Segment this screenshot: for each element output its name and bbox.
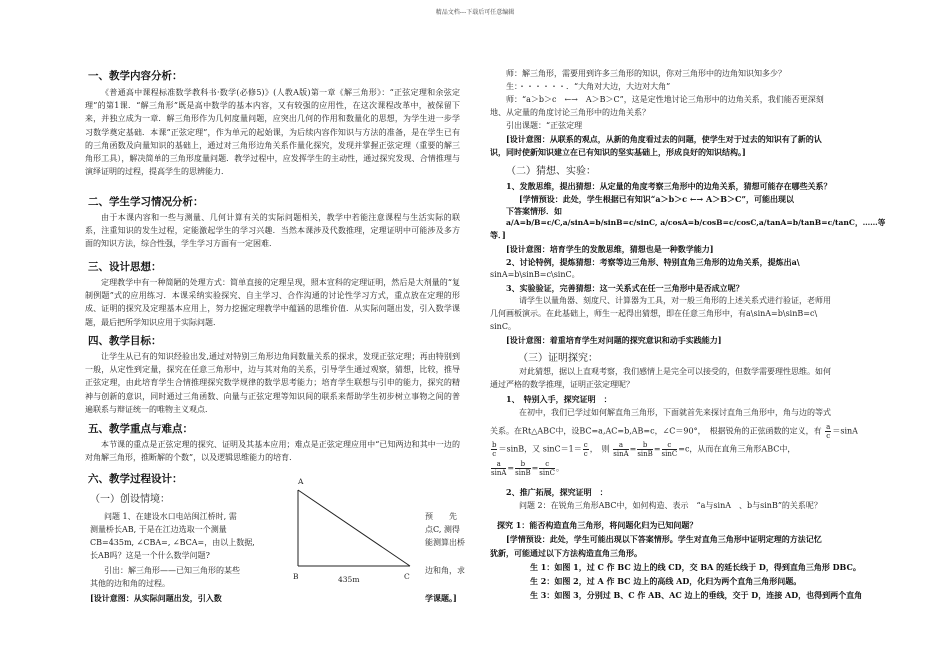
fraction-c-over-sinC: $\frac{c}{\sin C}$: [661, 441, 678, 458]
law-c-over-sinC: $\frac{c}{\sin C}$: [539, 460, 555, 477]
section-2-body: 由于本课内容和一些与测量、几何计算有关的实际问题相关，教学中若能注意课程与生活实际的联系，注重知识的发生过程，定能激起学生的学习兴趣．当然本课涉及代数推理，定理证明中可能涉及多方面的知识方法，综合性强，学生学习方面有一定困难．: [85, 213, 460, 249]
guess-preset-end: 等．]: [490, 230, 506, 240]
fraction-a-over-sinA: $\frac{a}{\sin A}$: [613, 441, 629, 458]
proof-step-2-title: 2、推广拓展，探究证明 ：: [506, 487, 608, 497]
vertex-label-b: B: [293, 572, 299, 581]
design-intent-4: [设计意图：着重培育学生对问题的探究意识和动手实践能力]: [506, 335, 722, 345]
law-a-over-sinA: $\frac{a}{\sin A}$: [491, 460, 507, 477]
design-intent-2a: [设计意图：从联系的观点，从新的角度看过去的问题，使学生对于过去的知识有了新的认: [506, 134, 822, 144]
experiment-line-1: 请学生以量角器、刻度尺、计算器为工具，对一般三角形的上述关系式进行验证，老师用: [519, 296, 831, 305]
guess-step-1: 1、发散思维，提出猜想：从定量的角度考察三角形中的边角关系，猜想可能存在哪些关系？: [506, 181, 832, 191]
sinA-eq: ＝sinA: [832, 426, 858, 436]
student-3: 生 3：如图 3，分别过 B、C 作 AB、AC 边上的垂线，交于 D，连接 AD，也得到两个直角: [530, 590, 863, 600]
sinB-eq: ＝sinB，又: [498, 444, 541, 454]
experiment-line-2: 几何画板演示。在此基础上，师生一起得出猜想，即在任意三角形中，有a\sinA=b\sinB=c\: [490, 309, 818, 318]
guess-step-2: 2、讨论特例，提炼猜想：考察等边三角形、特别直角三角形的边角关系，提炼出a\: [506, 257, 800, 267]
guide-line-2: 其他的边和角的过程。: [90, 579, 170, 588]
explore-1: 探究 1：能否构造直角三角形，将问题化归为已知问题？: [497, 520, 698, 530]
design-intent-3: [设计意图：培育学生的发散思维，猜想也是一种数学能力]: [506, 244, 714, 254]
sine-law-formula: [490, 460, 564, 477]
dialog-line-4: 地、从定量的角度讨论三角形中的边角关系？: [490, 108, 650, 117]
subsection-2-title: （二）猜想、实验：: [506, 166, 596, 177]
distance-label: 435m: [338, 575, 360, 584]
fraction-c-over-c: $\frac{c}{c}$: [583, 441, 588, 458]
law-equals-2: =: [531, 463, 539, 473]
fraction-b-over-c: $\frac{b}{c}$: [492, 441, 497, 458]
side-ac: [298, 490, 410, 566]
dialog-line-2: 生：・・・・・・．“大角对大边，大边对大角”: [506, 82, 671, 91]
proof-step-1-line: 在初中，我们已学过如何解直角三角形，下面就首先来探讨直角三角形中，角与边的等式: [519, 408, 831, 417]
guess-step-3: 3、实验验证，完善猜想：这一关系式在任一三角形中是否成立呢？: [506, 283, 744, 293]
fraction-a-over-c: $\frac{a}{c}$: [826, 423, 831, 440]
equals-2: =: [653, 444, 661, 454]
topic-intro: 引出课题：“正弦定理: [506, 121, 583, 130]
problem-2: 问题 2：在锐角三角形ABC中，如何构造、表示 “a与sinA 、b与sinB”的关系呢？: [519, 501, 822, 510]
proof-rt-text-b: ABC中，设BC=a,AC=b,AB=c，∠C＝90°， 根据锐角的正弦函数的定义，有: [537, 426, 822, 436]
guess-preset-2: 下答案情形．如: [506, 206, 562, 216]
sinC-eq: sinC＝1＝: [542, 444, 582, 454]
preset-line-2: 犹新，可能通过以下方法构造直角三角形。: [490, 548, 642, 558]
page-header: 精品文档---下载后可任意编辑: [435, 9, 515, 16]
vertex-label-a: A: [298, 477, 304, 486]
dialog-line-3: 师：“a＞b＞c ←→ A＞B＞C”，这是定性地讨论三角形中的边角关系，我们能否更深刻: [506, 95, 824, 104]
student-1: 生 1：如图 1，过 C 作 BC 边上的线 CD，交 BA 的延长线于 D，得到直角三角形 DBC。: [530, 562, 861, 572]
subsection-3-title: （三）证明探究：: [518, 353, 598, 364]
then-text: ， 则: [589, 444, 610, 454]
design-intent-1-left: [设计意图：从实际问题出发，引入数: [90, 593, 222, 603]
bridge-triangle-figure: [280, 478, 420, 588]
guide-right-1: 边和角，求: [425, 566, 465, 575]
section-2-title: 二、学生学习情况分析：: [88, 196, 204, 208]
proof-intro-2: 通过严格的数学推理，证明正弦定理呢？: [490, 380, 634, 389]
fraction-b-over-sinB: $\frac{b}{\sin B}$: [637, 441, 653, 458]
experiment-line-3: sinC。: [490, 322, 516, 331]
proof-rt-text-a: 关系。在Rt: [490, 426, 532, 436]
section-3-body: 定理教学中有一种简陋的处理方式：简单直接的定理呈现，照本宣科的定理证明，然后是大剂量的“复制例题”式的应用练习．本课采纳实验探究、自主学习、合作沟通的讨论性学习方式，重点放在定理的形成、证明的探究及定理基本应用上，努力挖掘定理教学中蕴涵的思维价值．从实际问题出发，引入数学课题，最后把所学知识应用于实际问题．: [85, 278, 460, 327]
law-b-over-sinB: $\frac{b}{\sin B}$: [515, 460, 531, 477]
problem-right-2: 点C, 测得: [425, 525, 460, 534]
section-1-body: 《普通高中课程标准数学教科书·数学(必修5)》(人教A版)第一章《解三角形》：“正弦定理和余弦定理”的第1课．“解三角形”既是高中数学的基本内容，又有较强的应用性，在这次课程改革中，被保留下来，并独立成为一章．解三角形作为几何度量问题，应突出几何的作用和数量化的思想，为学生进一步学习数学奠定基础．本课“正弦定理”，作为单元的起始课，为后续内容作知识与方法的准备，是在学生已有的三角函数及向量知识的基础上，通过对三角形边角关系作量化探究，发现并掌握正弦定理（重要的解三角形工具），解决简单的三角形度量问题．教学过程中，应发挥学生的主动性，通过探究发现、合情推理与演绎证明的过程，提高学生的思辨能力．: [85, 88, 460, 177]
guess-step-2-cont: sinA=b\sinB=c\sinC。: [490, 270, 580, 279]
proof-intro-1: 对此猜想，据以上直观考察，我们感情上是完全可以接受的，但数学需要理性思维。如何: [519, 367, 831, 376]
problem-right-1: 预 先: [425, 512, 457, 521]
proof-rt-line-2: [490, 441, 795, 458]
equals-1: =: [629, 444, 637, 454]
dialog-line-1: 师：解三角形，需要用到许多三角形的知识，你对三角形中的边角知识知多少？: [506, 69, 786, 78]
section-5-body: 本节课的重点是正弦定理的探究、证明及其基本应用；难点是正弦定理应用中“已知两边和其中一边的对角解三角形，推断解的个数”，以及逻辑思维能力的培育．: [85, 440, 460, 463]
right-triangle-conclusion: ，从而在直角三角形ABC中，: [689, 444, 796, 454]
section-4-body: 让学生从已有的知识经验出发,通过对特别三角形边角间数量关系的探求，发现正弦定理；再由特别到一般，从定性到定量，探究在任意三角形中，边与其对角的关系，引导学生通过观察，猜想，比较，推导正弦定理，由此培育学生合情推理探究数学规律的数学思考能力；培育学生联想与引申的能力，探究的精神与创新的意识，同时通过三角函数、向量与正弦定理等知识间的联系来帮助学生初步树立事物之间的普遍联系与辩证统一的唯物主义观点．: [85, 352, 460, 414]
law-period: 。: [556, 463, 564, 473]
problem-line-3: CB=435m, ∠CBA=, ∠BCA=，由以上数据,: [90, 538, 255, 547]
proof-rt-line: [490, 423, 858, 440]
section-3-title: 三、设计思想：: [88, 261, 162, 273]
problem-line-2: 测量桥长AB, 于是在江边选取一个测量: [90, 525, 227, 534]
law-equals-1: =: [507, 463, 515, 473]
subsection-1-title: （一）创设情境：: [90, 494, 170, 505]
problem-line-4: 长AB吗？这是一个什么数学问题?: [90, 551, 210, 560]
equals-c: =c: [678, 444, 690, 454]
proof-step-1-title: 1、 特别入手，探究证明 ：: [506, 394, 612, 404]
section-4-title: 四、教学目标：: [88, 335, 162, 347]
preset-line-1: [学情预设：此处，学生可能出现以下答案情形。学生对直角三角形中证明定理的方法记忆: [506, 534, 822, 544]
design-intent-2b: 识，同时使新知识建立在已有知识的坚实基础上，形成良好的知识结构。]: [490, 147, 746, 157]
triangle-symbol: △: [531, 426, 538, 436]
problem-line-1: 问题 1、在建设水口电站闽江桥时, 需: [104, 512, 237, 521]
student-2: 生 2：如图 2，过 A 作 BC 边上的高线 AD，化归为两个直角三角形问题。: [530, 576, 802, 586]
design-intent-1-right: 学课题。]: [425, 593, 457, 603]
section-5-title: 五、教学重点与难点：: [88, 423, 193, 435]
vertex-label-c: C: [404, 572, 410, 581]
guess-preset-1: [学情预设：此处，学生根据已有知识“a＞b＞c ←→ A＞B＞C”，可能出现以: [519, 194, 794, 204]
guess-formulas: a/A=b/B=c/C,a/sinA=b/sinB=c/sinC, a/cosA=b/cosB=c/cosC,a/tanA=b/tanB=c/tanC，……等: [506, 218, 886, 227]
problem-right-3: 能测算出桥: [425, 538, 465, 547]
section-1-title: 一、教学内容分析：: [88, 70, 183, 82]
section-6-title: 六、教学过程设计：: [88, 473, 183, 485]
guide-line-1: 引出：解三角形——已知三角形的某些: [104, 566, 240, 575]
